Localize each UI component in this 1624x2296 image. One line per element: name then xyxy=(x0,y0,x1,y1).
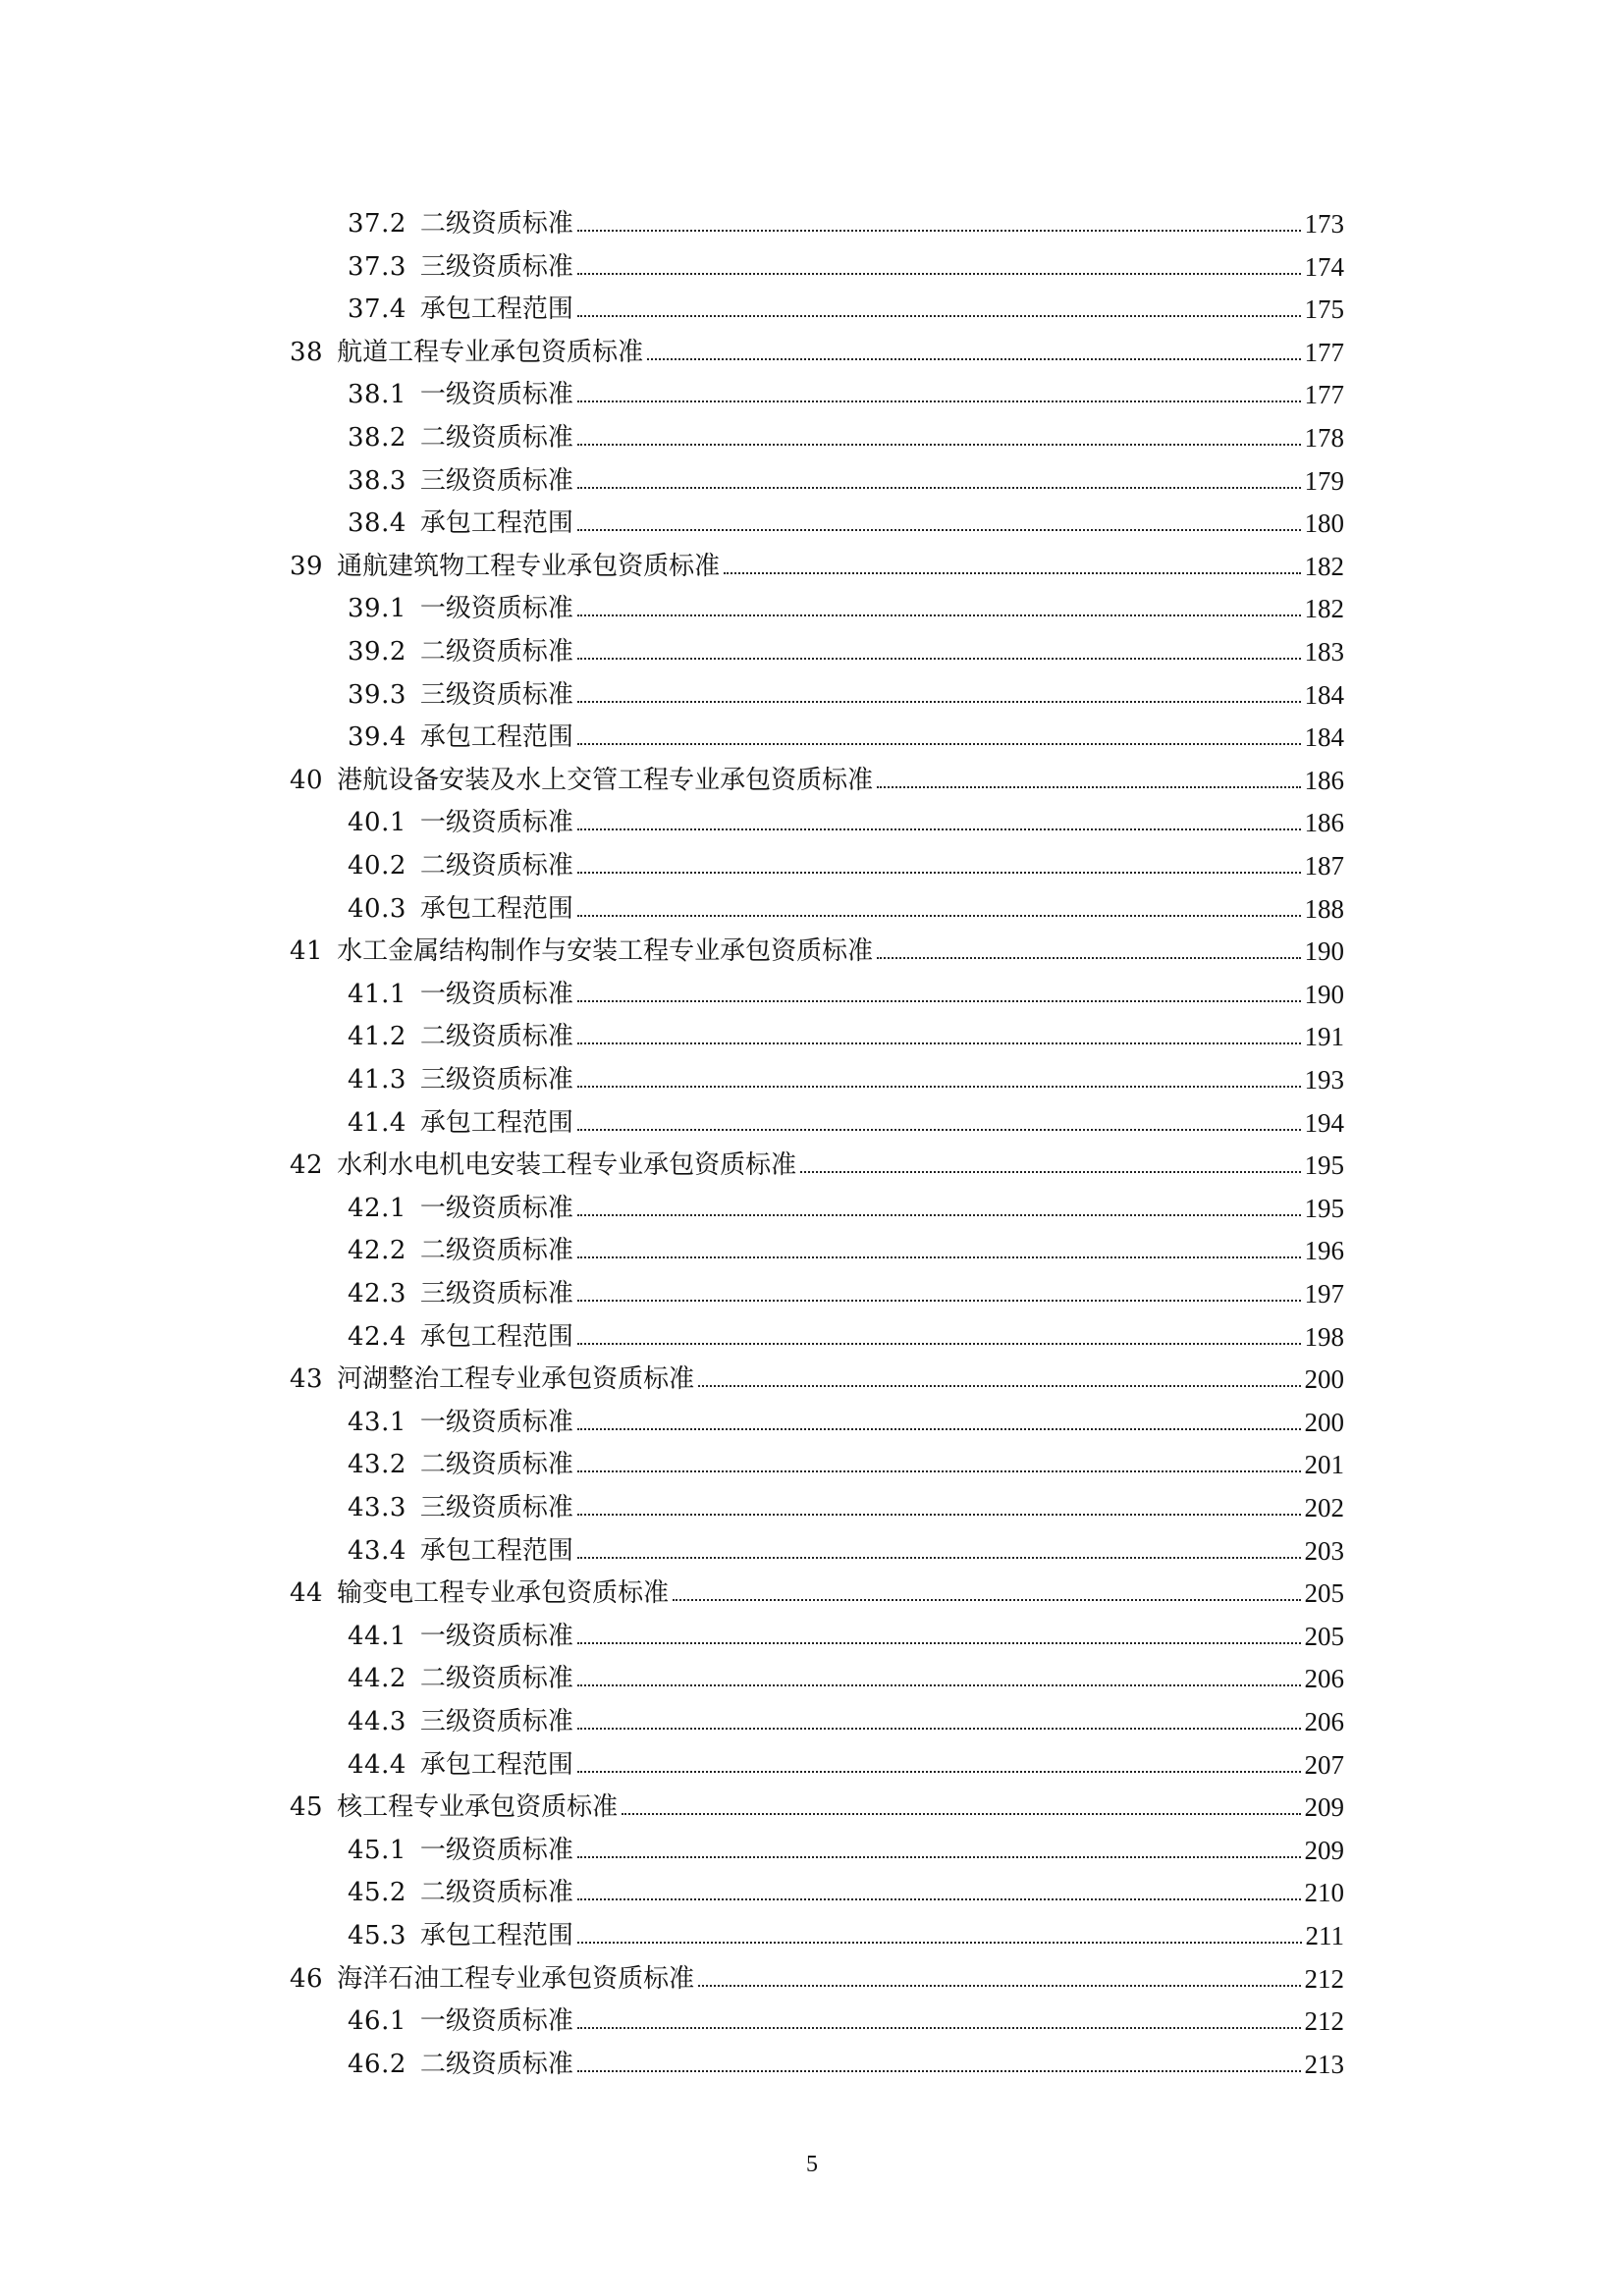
toc-entry-page: 200 xyxy=(1304,1364,1344,1395)
toc-entry-number: 43.3 xyxy=(348,1493,406,1522)
toc-entry-number: 40.2 xyxy=(348,851,406,881)
toc-entry-title: 海洋石油工程专业承包资质标准 xyxy=(337,1963,695,1994)
toc-dot-leader xyxy=(622,1813,1300,1815)
toc-dot-leader xyxy=(577,1086,1301,1088)
toc-dot-leader xyxy=(577,1129,1301,1131)
toc-entry-number: 43 xyxy=(290,1364,324,1395)
toc-entry-number: 37.3 xyxy=(348,251,406,282)
toc-dot-leader xyxy=(577,487,1301,489)
toc-entry-page: 191 xyxy=(1304,1022,1344,1052)
toc-entry-title: 承包工程范围 xyxy=(419,1321,573,1352)
toc-entry-title: 二级资质标准 xyxy=(419,851,573,881)
toc-dot-leader xyxy=(577,1771,1301,1773)
toc-entry-title: 港航设备安装及水上交管工程专业承包资质标准 xyxy=(337,765,874,795)
toc-dot-leader xyxy=(577,658,1301,660)
toc-dot-leader xyxy=(577,915,1301,917)
toc-entry-number: 39.2 xyxy=(348,637,406,667)
toc-entry-title: 三级资质标准 xyxy=(419,1493,573,1522)
toc-section-entry[interactable] xyxy=(348,1398,1344,1437)
toc-dot-leader xyxy=(577,1000,1301,1002)
toc-chapter-entry[interactable] xyxy=(290,927,1344,966)
toc-entry-number: 38.3 xyxy=(348,465,406,496)
toc-dot-leader xyxy=(577,1514,1301,1516)
toc-dot-leader xyxy=(698,1985,1300,1987)
toc-entry-title: 三级资质标准 xyxy=(419,1279,573,1308)
toc-entry-title: 水工金属结构制作与安装工程专业承包资质标准 xyxy=(337,936,874,967)
toc-entry-number: 39.4 xyxy=(348,722,406,753)
toc-section-entry[interactable] xyxy=(348,1612,1344,1651)
toc-entry-number: 44.4 xyxy=(348,1749,406,1780)
toc-entry-page: 195 xyxy=(1304,1150,1344,1181)
toc-dot-leader xyxy=(577,2070,1301,2072)
toc-section-entry[interactable] xyxy=(348,1654,1344,1693)
toc-entry-title: 二级资质标准 xyxy=(419,637,573,667)
toc-section-entry[interactable] xyxy=(348,1868,1344,1907)
toc-entry-number: 42 xyxy=(290,1150,324,1181)
toc-entry-page: 205 xyxy=(1304,1578,1344,1609)
toc-entry-page: 211 xyxy=(1305,1921,1344,1950)
toc-entry-page: 186 xyxy=(1304,808,1344,838)
toc-dot-leader xyxy=(577,1256,1301,1258)
toc-entry-number: 45.2 xyxy=(348,1878,406,1908)
toc-entry-page: 173 xyxy=(1304,209,1344,239)
toc-entry-page: 190 xyxy=(1304,936,1344,967)
toc-entry-title: 承包工程范围 xyxy=(419,722,573,753)
toc-entry-title: 三级资质标准 xyxy=(419,1065,573,1095)
toc-entry-page: 206 xyxy=(1304,1707,1344,1736)
toc-chapter-entry[interactable] xyxy=(290,1141,1344,1180)
toc-entry-number: 45.1 xyxy=(348,1835,406,1865)
toc-section-entry[interactable] xyxy=(348,670,1344,710)
toc-section-entry[interactable] xyxy=(348,1483,1344,1522)
toc-entry-title: 二级资质标准 xyxy=(419,1236,573,1266)
toc-entry-number: 41.4 xyxy=(348,1107,406,1138)
toc-entry-number: 44.3 xyxy=(348,1707,406,1736)
toc-entry-title: 三级资质标准 xyxy=(419,251,573,282)
toc-entry-title: 二级资质标准 xyxy=(419,209,573,239)
toc-dot-leader xyxy=(724,572,1300,574)
toc-dot-leader xyxy=(577,1557,1301,1559)
toc-entry-page: 197 xyxy=(1304,1279,1344,1308)
toc-dot-leader xyxy=(577,1470,1301,1472)
toc-dot-leader xyxy=(577,1898,1301,1900)
toc-entry-title: 二级资质标准 xyxy=(419,1450,573,1480)
toc-dot-leader xyxy=(577,1428,1301,1430)
toc-entry-title: 承包工程范围 xyxy=(419,1535,573,1566)
toc-entry-title: 航道工程专业承包资质标准 xyxy=(337,337,644,367)
toc-entry-page: 198 xyxy=(1304,1321,1344,1352)
toc-entry-title: 二级资质标准 xyxy=(419,1664,573,1694)
toc-chapter-entry[interactable] xyxy=(290,328,1344,367)
toc-entry-page: 182 xyxy=(1304,551,1344,581)
toc-entry-page: 203 xyxy=(1304,1535,1344,1566)
toc-entry-page: 201 xyxy=(1304,1450,1344,1480)
toc-section-entry[interactable] xyxy=(348,1012,1344,1051)
toc-section-entry[interactable] xyxy=(348,413,1344,453)
toc-section-entry[interactable] xyxy=(348,884,1344,924)
toc-entry-page: 196 xyxy=(1304,1236,1344,1266)
toc-entry-page: 195 xyxy=(1304,1193,1344,1223)
toc-entry-number: 45.3 xyxy=(348,1921,406,1950)
toc-entry-page: 213 xyxy=(1304,2049,1344,2079)
toc-section-entry[interactable] xyxy=(348,1697,1344,1736)
toc-entry-number: 46.2 xyxy=(348,2049,406,2079)
toc-section-entry[interactable] xyxy=(348,499,1344,538)
toc-entry-page: 177 xyxy=(1304,380,1344,410)
toc-section-entry[interactable] xyxy=(348,1098,1344,1138)
toc-section-entry[interactable] xyxy=(348,2040,1344,2079)
toc-entry-page: 205 xyxy=(1304,1621,1344,1651)
toc-section-entry[interactable] xyxy=(348,841,1344,881)
toc-entry-number: 38.1 xyxy=(348,380,406,410)
toc-entry-number: 41.1 xyxy=(348,979,406,1009)
toc-dot-leader xyxy=(577,1642,1301,1644)
toc-entry-page: 210 xyxy=(1304,1878,1344,1908)
toc-entry-title: 一级资质标准 xyxy=(419,594,573,624)
toc-section-entry[interactable] xyxy=(348,1184,1344,1223)
toc-entry-title: 通航建筑物工程专业承包资质标准 xyxy=(337,551,721,581)
toc-entry-title: 承包工程范围 xyxy=(419,1921,573,1950)
toc-entry-page: 190 xyxy=(1304,979,1344,1009)
toc-entry-page: 174 xyxy=(1304,251,1344,282)
toc-entry-title: 承包工程范围 xyxy=(419,1107,573,1138)
toc-entry-page: 212 xyxy=(1304,2006,1344,2037)
toc-entry-number: 38 xyxy=(290,337,324,367)
toc-entry-title: 三级资质标准 xyxy=(419,679,573,710)
toc-entry-page: 187 xyxy=(1304,851,1344,881)
toc-entry-title: 二级资质标准 xyxy=(419,423,573,453)
toc-section-entry[interactable] xyxy=(348,713,1344,752)
toc-entry-page: 206 xyxy=(1304,1664,1344,1694)
toc-entry-number: 41.2 xyxy=(348,1022,406,1052)
toc-dot-leader xyxy=(577,529,1301,531)
toc-dot-leader xyxy=(577,1942,1302,1944)
toc-section-entry[interactable] xyxy=(348,199,1344,239)
toc-entry-number: 45 xyxy=(290,1792,324,1823)
toc-section-entry[interactable] xyxy=(348,1440,1344,1479)
toc-dot-leader xyxy=(577,230,1301,232)
toc-entry-title: 二级资质标准 xyxy=(419,1878,573,1908)
toc-section-entry[interactable] xyxy=(348,1997,1344,2036)
toc-entry-number: 38.4 xyxy=(348,508,406,539)
toc-entry-number: 46 xyxy=(290,1963,324,1994)
toc-entry-page: 193 xyxy=(1304,1065,1344,1095)
toc-entry-number: 44.2 xyxy=(348,1664,406,1694)
toc-entry-title: 一级资质标准 xyxy=(419,1193,573,1223)
toc-entry-number: 42.4 xyxy=(348,1321,406,1352)
toc-dot-leader xyxy=(577,743,1301,745)
toc-entry-page: 194 xyxy=(1304,1107,1344,1138)
toc-entry-title: 承包工程范围 xyxy=(419,508,573,539)
toc-entry-number: 39 xyxy=(290,551,324,581)
toc-entry-page: 178 xyxy=(1304,423,1344,453)
toc-entry-number: 42.2 xyxy=(348,1236,406,1266)
toc-section-entry[interactable] xyxy=(348,1269,1344,1308)
toc-entry-page: 184 xyxy=(1304,722,1344,753)
toc-dot-leader xyxy=(577,1856,1301,1858)
toc-entry-number: 39.1 xyxy=(348,594,406,624)
toc-entry-title: 一级资质标准 xyxy=(419,1835,573,1865)
toc-entry-page: 212 xyxy=(1304,1963,1344,1994)
toc-entry-page: 209 xyxy=(1304,1835,1344,1865)
toc-entry-number: 43.2 xyxy=(348,1450,406,1480)
toc-entry-page: 188 xyxy=(1304,893,1344,924)
toc-entry-page: 180 xyxy=(1304,508,1344,539)
toc-entry-number: 39.3 xyxy=(348,679,406,710)
toc-chapter-entry[interactable] xyxy=(290,1954,1344,1994)
toc-entry-title: 水利水电机电安装工程专业承包资质标准 xyxy=(337,1150,797,1181)
toc-entry-number: 43.4 xyxy=(348,1535,406,1566)
toc-entry-page: 179 xyxy=(1304,465,1344,496)
toc-section-entry[interactable] xyxy=(348,1312,1344,1352)
toc-entry-title: 一级资质标准 xyxy=(419,808,573,838)
toc-entry-number: 41 xyxy=(290,936,324,967)
toc-dot-leader xyxy=(673,1599,1300,1601)
toc-entry-page: 182 xyxy=(1304,594,1344,624)
toc-section-entry[interactable] xyxy=(348,285,1344,324)
toc-entry-title: 一级资质标准 xyxy=(419,1407,573,1437)
toc-dot-leader xyxy=(577,1300,1301,1302)
toc-entry-number: 40.1 xyxy=(348,808,406,838)
toc-section-entry[interactable] xyxy=(348,1911,1344,1950)
toc-section-entry[interactable] xyxy=(348,627,1344,667)
toc-section-entry[interactable] xyxy=(348,456,1344,496)
toc-dot-leader xyxy=(577,1214,1301,1216)
toc-entry-number: 37.2 xyxy=(348,209,406,239)
toc-section-entry[interactable] xyxy=(348,242,1344,282)
page-number: 5 xyxy=(806,2152,818,2177)
toc-chapter-entry[interactable] xyxy=(290,756,1344,795)
toc-entry-page: 177 xyxy=(1304,337,1344,367)
toc-entry-title: 承包工程范围 xyxy=(419,294,573,325)
toc-dot-leader xyxy=(877,957,1300,959)
toc-entry-title: 一级资质标准 xyxy=(419,380,573,410)
toc-dot-leader xyxy=(577,444,1301,446)
toc-entry-title: 一级资质标准 xyxy=(419,979,573,1009)
toc-entry-page: 183 xyxy=(1304,637,1344,667)
toc-entry-page: 209 xyxy=(1304,1792,1344,1823)
toc-entry-number: 43.1 xyxy=(348,1407,406,1437)
toc-entry-number: 41.3 xyxy=(348,1065,406,1095)
toc-dot-leader xyxy=(577,701,1301,703)
toc-dot-leader xyxy=(698,1385,1300,1387)
toc-chapter-entry[interactable] xyxy=(290,542,1344,581)
toc-dot-leader xyxy=(647,358,1300,360)
toc-dot-leader xyxy=(577,1042,1301,1044)
toc-dot-leader xyxy=(577,273,1301,275)
toc-entry-title: 三级资质标准 xyxy=(419,1707,573,1736)
toc-entry-page: 184 xyxy=(1304,679,1344,710)
toc-dot-leader xyxy=(877,786,1300,788)
toc-entry-number: 42.1 xyxy=(348,1193,406,1223)
toc-entry-title: 核工程专业承包资质标准 xyxy=(337,1792,619,1823)
toc-entry-title: 二级资质标准 xyxy=(419,1022,573,1052)
toc-section-entry[interactable] xyxy=(348,584,1344,623)
toc-dot-leader xyxy=(577,614,1301,616)
toc-section-entry[interactable] xyxy=(348,1740,1344,1780)
toc-dot-leader xyxy=(577,828,1301,830)
toc-entry-title: 一级资质标准 xyxy=(419,1621,573,1651)
toc-dot-leader xyxy=(577,872,1301,874)
toc-chapter-entry[interactable] xyxy=(290,1569,1344,1608)
toc-entry-title: 三级资质标准 xyxy=(419,465,573,496)
toc-chapter-entry[interactable] xyxy=(290,1355,1344,1394)
toc-entry-number: 46.1 xyxy=(348,2006,406,2037)
toc-entry-page: 175 xyxy=(1304,294,1344,325)
toc-section-entry[interactable] xyxy=(348,1826,1344,1865)
toc-entry-number: 44 xyxy=(290,1578,324,1609)
toc-dot-leader xyxy=(577,1343,1301,1345)
toc-entry-number: 44.1 xyxy=(348,1621,406,1651)
toc-entry-page: 186 xyxy=(1304,765,1344,795)
toc-section-entry[interactable] xyxy=(348,798,1344,837)
toc-entry-number: 37.4 xyxy=(348,294,406,325)
toc-dot-leader xyxy=(577,315,1301,317)
toc-entry-title: 承包工程范围 xyxy=(419,893,573,924)
toc-section-entry[interactable] xyxy=(348,1226,1344,1265)
toc-entry-title: 二级资质标准 xyxy=(419,2049,573,2079)
toc-entry-page: 200 xyxy=(1304,1407,1344,1437)
toc-dot-leader xyxy=(577,1684,1301,1686)
toc-entry-page: 207 xyxy=(1304,1749,1344,1780)
toc-entry-number: 38.2 xyxy=(348,423,406,453)
toc-entry-title: 一级资质标准 xyxy=(419,2006,573,2037)
toc-entry-number: 40.3 xyxy=(348,893,406,924)
toc-entry-title: 河湖整治工程专业承包资质标准 xyxy=(337,1364,695,1395)
toc-entry-title: 承包工程范围 xyxy=(419,1749,573,1780)
toc-section-entry[interactable] xyxy=(348,370,1344,409)
toc-entry-title: 输变电工程专业承包资质标准 xyxy=(337,1578,670,1609)
toc-section-entry[interactable] xyxy=(348,1055,1344,1095)
toc-dot-leader xyxy=(800,1171,1300,1173)
toc-section-entry[interactable] xyxy=(348,1526,1344,1566)
toc-entry-page: 202 xyxy=(1304,1493,1344,1522)
toc-dot-leader xyxy=(577,2027,1301,2029)
toc-dot-leader xyxy=(577,400,1301,402)
toc-dot-leader xyxy=(577,1728,1301,1730)
toc-section-entry[interactable] xyxy=(348,970,1344,1009)
toc-chapter-entry[interactable] xyxy=(290,1783,1344,1822)
toc-entry-number: 40 xyxy=(290,765,324,795)
toc-entry-number: 42.3 xyxy=(348,1279,406,1308)
